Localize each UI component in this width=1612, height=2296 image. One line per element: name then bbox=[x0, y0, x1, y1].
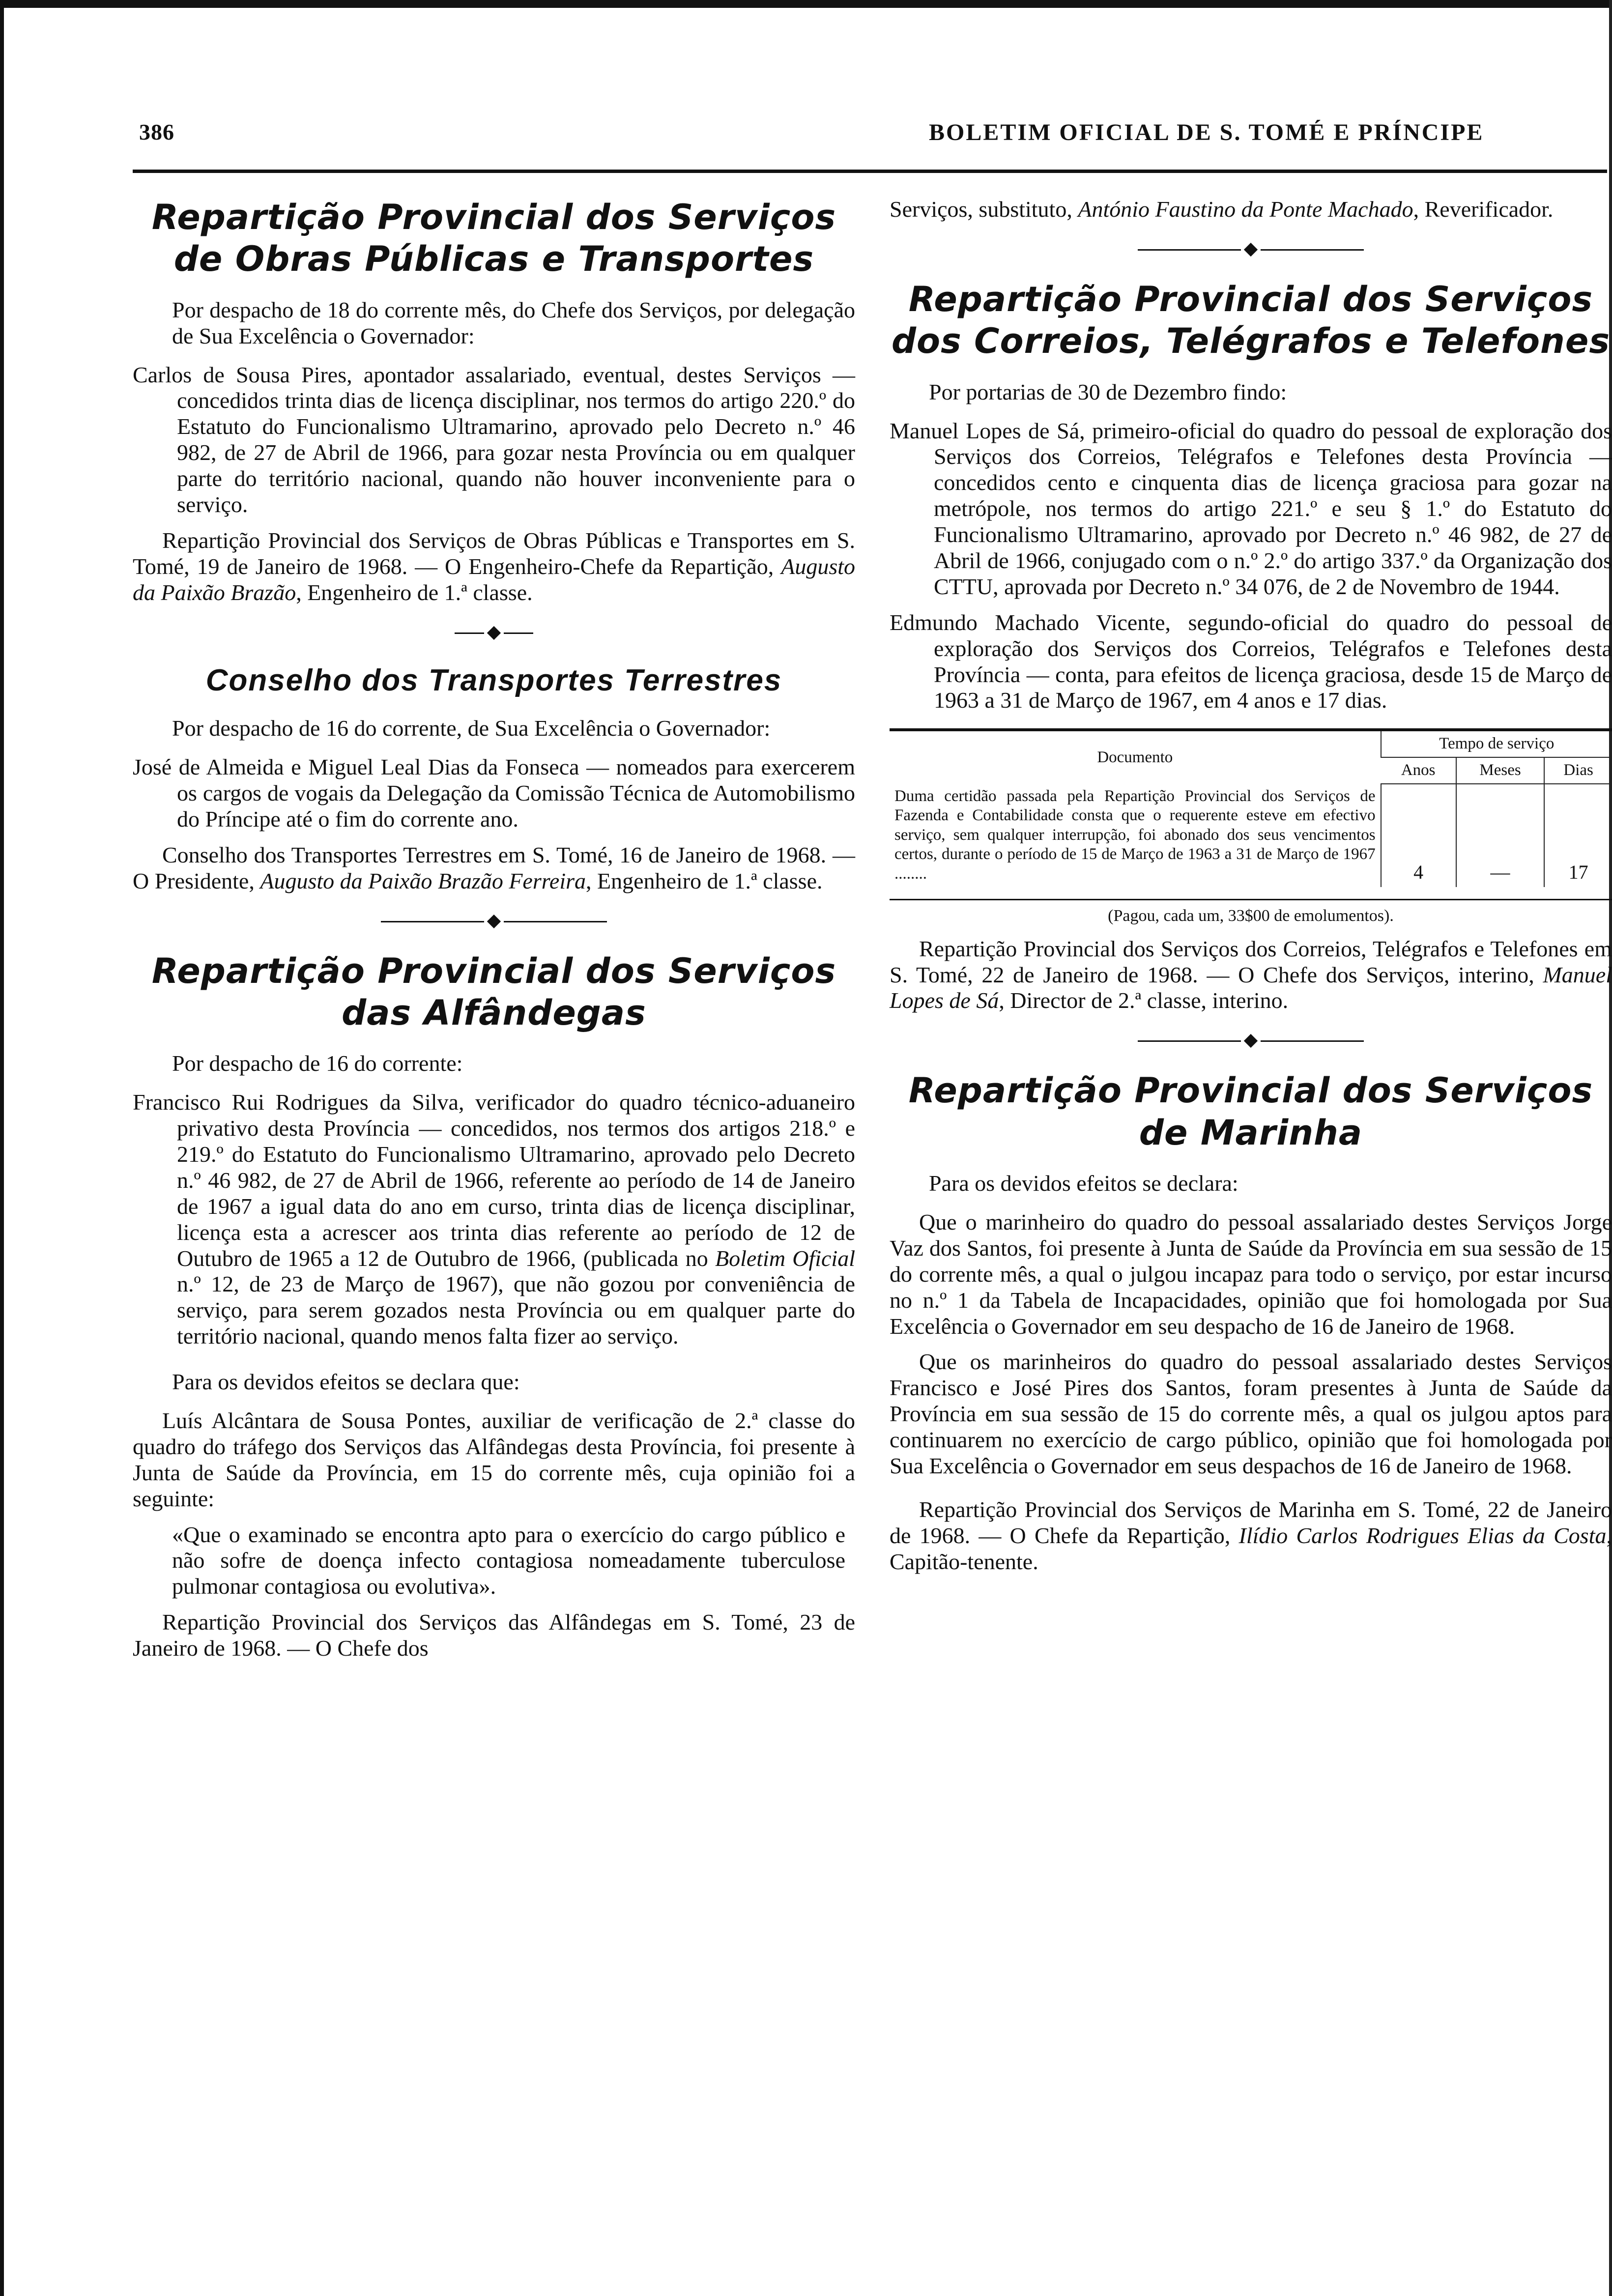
table-cell-years: 4 bbox=[1381, 784, 1456, 887]
section-title bbox=[133, 950, 855, 1034]
table-cell-days: 17 bbox=[1544, 784, 1612, 887]
section-title-line: Repartição Provincial dos Serviços bbox=[908, 1070, 1593, 1111]
signatory-name: Augusto da Paixão Brazão Ferreira bbox=[260, 868, 586, 893]
declaration-intro: Para os devidos efeitos se declara que: bbox=[172, 1369, 520, 1395]
signatory-name: António Faustino da Ponte Machado bbox=[1078, 197, 1413, 222]
section-title-line: dos Correios, Telégrafos e Telefones bbox=[891, 321, 1611, 362]
section-separator bbox=[455, 626, 533, 640]
table-header-service-time: Tempo de serviço bbox=[1381, 730, 1612, 757]
section-title-line: de Marinha bbox=[1139, 1112, 1363, 1153]
notice-paragraph: Luís Alcântara de Sousa Pontes, auxiliar de verificação de 2.ª classe do quadro do tráfego dos Serviços das Alfândegas desta Província, foi presente à Junta de Saúde da Província, em 15 do corrente mês, cuja opinião foi a seguinte: bbox=[133, 1408, 855, 1511]
section-transportes-terrestres bbox=[133, 662, 855, 894]
running-title: BOLETIM OFICIAL DE S. TOMÉ E PRÍNCIPE bbox=[929, 119, 1484, 145]
right-column bbox=[890, 197, 1612, 1585]
signature-text: , Engenheiro de 1.ª classe. bbox=[586, 868, 823, 893]
signature-text: Serviços, substituto, bbox=[890, 197, 1078, 222]
signature-text: , Engenheiro de 1.ª classe. bbox=[296, 579, 533, 605]
section-marinha bbox=[890, 1070, 1612, 1575]
signature-text: , Capitão-tenente. bbox=[890, 1522, 1612, 1574]
notice-paragraph: José de Almeida e Miguel Leal Dias da Fonseca — nomeados para exercerem os cargos de vogais da Delegação da Comissão Técnica de Automobilismo do Príncipe até o fim do corrente ano. bbox=[133, 754, 855, 832]
section-title-line: Repartição Provincial dos Serviços bbox=[151, 950, 836, 991]
table-header-years: Anos bbox=[1381, 757, 1456, 784]
signature-paragraph: Repartição Provincial dos Serviços das Alfândegas em S. Tomé, 23 de Janeiro de 1968. — O Chefe dos bbox=[133, 1609, 855, 1661]
section-title bbox=[133, 197, 855, 281]
section-correios bbox=[890, 279, 1612, 1014]
signatory-name: Augusto da Paixão Brazão bbox=[133, 553, 855, 605]
page-border-top bbox=[0, 0, 1612, 8]
signature-text: Repartição Provincial dos Serviços de Marinha em S. Tomé, 22 de Janeiro de 1968. — O Chefe da Repartição, bbox=[890, 1496, 1612, 1548]
notice-paragraph: Que os marinheiros do quadro do pessoal assalariado destes Serviços Francisco e José Pires dos Santos, foram presentes à Junta de Saúde da Província em sua sessão de 15 do corrente mês, a qual os julgou aptos para continuarem no exercício de cargo público, opinião que foi homologada por Sua Excelência o Governador em seus despachos de 16 de Janeiro de 1968. bbox=[890, 1349, 1612, 1478]
signature-text: Conselho dos Transportes Terrestres em S. Tomé, 16 de Janeiro de 1968. — O Presidente, bbox=[133, 842, 855, 893]
table-header-days: Dias bbox=[1544, 757, 1612, 784]
continued-signature bbox=[890, 197, 1612, 223]
notice-text: n.º 12, de 23 de Março de 1967), que não gozou por conveniência de serviço, para serem gozados nesta Província ou em qualquer parte do território nacional, quando menos falta fizer ao serviço. bbox=[177, 1271, 855, 1349]
signature-text: Repartição Provincial dos Serviços de Obras Públicas e Transportes em S. Tomé, 19 de Janeiro de 1968. — O Engenheiro-Chefe da Repartição, bbox=[133, 527, 855, 579]
section-title bbox=[890, 1070, 1612, 1154]
section-title-line: Repartição Provincial dos Serviços bbox=[151, 197, 836, 237]
notice-paragraph bbox=[133, 1090, 855, 1349]
signatory-name: Manuel Lopes de Sá bbox=[890, 962, 1612, 1013]
section-title bbox=[890, 279, 1612, 363]
signature-text: , Director de 2.ª classe, interino. bbox=[999, 988, 1289, 1013]
signature-paragraph bbox=[133, 528, 855, 606]
section-title-line: Repartição Provincial dos Serviços bbox=[908, 279, 1593, 319]
publication-name: Boletim Oficial bbox=[715, 1245, 855, 1271]
service-time-table bbox=[890, 728, 1612, 887]
page-number: 386 bbox=[139, 119, 174, 144]
dispatch-intro: Por despacho de 16 do corrente, de Sua Excelência o Governador: bbox=[172, 716, 771, 741]
section-separator bbox=[1138, 242, 1364, 257]
signature-text: , Reverificador. bbox=[1413, 197, 1554, 222]
section-title-line: das Alfândegas bbox=[342, 992, 646, 1033]
left-column bbox=[133, 197, 855, 1671]
section-alfandegas bbox=[133, 950, 855, 1662]
declaration-intro: Para os devidos efeitos se declara: bbox=[929, 1171, 1238, 1196]
table-row bbox=[890, 784, 1612, 887]
signature-paragraph bbox=[890, 1497, 1612, 1575]
section-obras-publicas bbox=[133, 197, 855, 606]
table-cell-document: Duma certidão passada pela Repartição Provincial dos Serviços de Fazenda e Contabilidade consta que o requerente esteve em efectivo serviço, sem qualquer interrupção, foi abonado dos seus vencimentos certos, durante o período de 15 de Março de 1963 a 31 de Março de 1967 ........ bbox=[894, 787, 1376, 883]
section-title-line: de Obras Públicas e Transportes bbox=[173, 239, 814, 280]
signature-text: Repartição Provincial dos Serviços dos Correios, Telégrafos e Telefones em S. Tomé, 22 de Janeiro de 1968. — O Chefe dos Serviços, interino, bbox=[890, 936, 1612, 987]
signature-paragraph bbox=[890, 936, 1612, 1014]
notice-paragraph: Que o marinheiro do quadro do pessoal assalariado destes Serviços Jorge Vaz dos Santos, foi presente à Junta de Saúde da Província em sua sessão de 15 do corrente mês, a qual o julgou incapaz para todo o serviço, por estar incurso no n.º 1 da Tabela de Incapacidades, opinião que foi homologada por Sua Excelência o Governador em seu despacho de 16 de Janeiro de 1968. bbox=[890, 1209, 1612, 1339]
signature-paragraph bbox=[133, 842, 855, 894]
notice-paragraph: Carlos de Sousa Pires, apontador assalariado, eventual, destes Serviços — concedidos trinta dias de licença disciplinar, nos termos do artigo 220.º do Estatuto do Funcionalismo Ultramarino, aprovado pelo Decreto n.º 46 982, de 27 de Abril de 1966, para gozar nesta Província ou em qualquer parte do território nacional, quando não houver inconveniente para o serviço. bbox=[133, 362, 855, 517]
dispatch-intro: Por despacho de 18 do corrente mês, do Chefe dos Serviços, por delegação de Sua Excelência o Governador: bbox=[172, 297, 855, 348]
page-border-left bbox=[0, 0, 4, 2296]
notice-text: Francisco Rui Rodrigues da Silva, verificador do quadro técnico-aduaneiro privativo desta Província — concedidos, nos termos dos artigos 218.º e 219.º do Estatuto do Funcionalismo Ultramarino, aprovado pelo Decreto n.º 46 982, de 27 de Abril de 1966, referente ao período de 14 de Janeiro de 1967 a igual data do ano em curso, trinta dias de licença disciplinar, licença esta a acrescer aos trinta dias referente ao período de 12 de Outubro de 1965 a 12 de Outubro de 1966, (publicada no bbox=[133, 1090, 855, 1271]
header-rule bbox=[133, 170, 1607, 173]
fees-note: (Pagou, cada um, 33$00 de emolumentos). bbox=[890, 899, 1612, 925]
table-header-months: Meses bbox=[1456, 757, 1545, 784]
dispatch-intro: Por portarias de 30 de Dezembro findo: bbox=[929, 379, 1287, 404]
notice-paragraph: Edmundo Machado Vicente, segundo-oficial do quadro do pessoal de exploração dos Serviços dos Correios, Telégrafos e Telefones desta Província — conta, para efeitos de licença graciosa, desde 15 de Março de 1963 a 31 de Março de 1967, em 4 anos e 17 dias. bbox=[890, 609, 1612, 713]
dispatch-intro: Por despacho de 16 do corrente: bbox=[172, 1051, 463, 1076]
signatory-name: Ilídio Carlos Rodrigues Elias da Costa bbox=[1238, 1522, 1607, 1548]
table-header-document: Documento bbox=[890, 730, 1381, 783]
section-title: Conselho dos Transportes Terrestres bbox=[205, 663, 782, 697]
section-separator bbox=[381, 914, 607, 929]
notice-paragraph: Manuel Lopes de Sá, primeiro-oficial do quadro do pessoal de exploração dos Serviços dos Correios, Telégrafos e Telefones desta Província — concedidos cento e cinquenta dias de licença graciosa para gozar na metrópole, nos termos do artigo 221.º e seu § 1.º do Estatuto do Funcionalismo Ultramarino, aprovado por Decreto n.º 46 982, de 27 de Abril de 1966, conjugado com o n.º 2.º do artigo 337.º da Organização dos CTTU, aprovada por Decreto n.º 34 076, de 2 de Novembro de 1944. bbox=[890, 418, 1612, 599]
quoted-opinion: «Que o examinado se encontra apto para o exercício do cargo público e não sofre de doença infecto contagiosa nomeadamente tuberculose pulmonar contagiosa ou evolutiva». bbox=[172, 1521, 845, 1599]
table-cell-months: — bbox=[1456, 784, 1545, 887]
section-separator bbox=[1138, 1033, 1364, 1048]
